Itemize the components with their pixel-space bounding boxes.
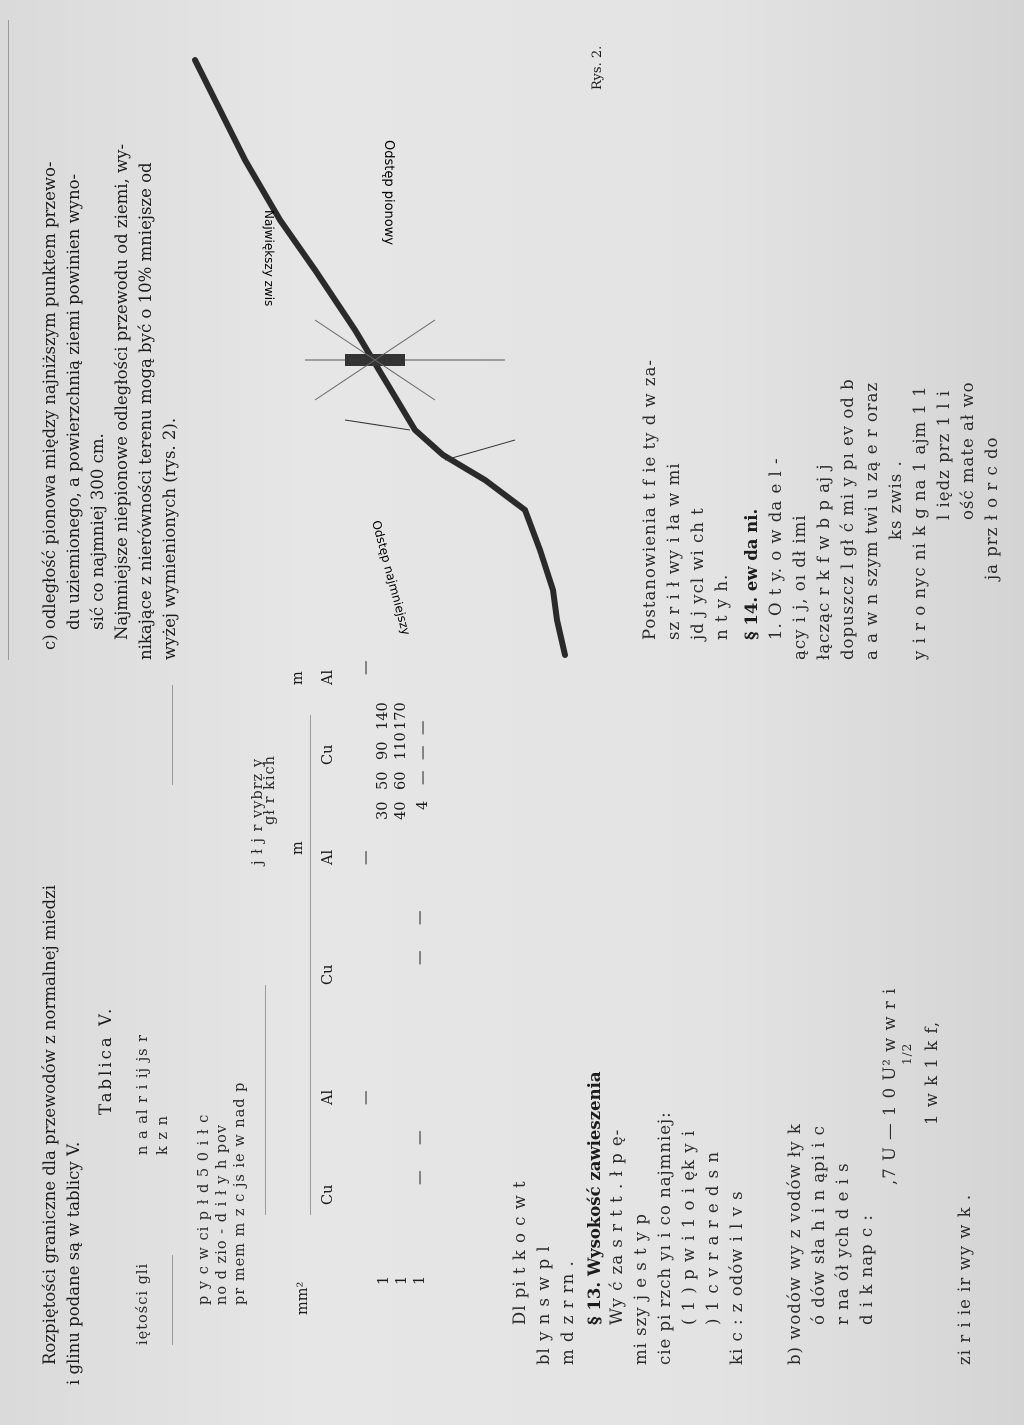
p2-line-1: Najmniejsze niepionowe odległości przewodu od ziemi, wy- — [112, 143, 131, 640]
leader-line — [445, 440, 515, 460]
post-line-3: jd j ycl wi ch t — [688, 507, 707, 640]
s13-line-3: cie pi rzch yı i co najmniej: — [655, 1111, 674, 1365]
col-cu: Cu — [320, 744, 336, 765]
c-line-2: du uziemionego, a powierzchnią ziemi powinien wyno- — [64, 173, 83, 630]
intro-line-1: Rozpiętości graniczne dla przewodów z normalnej miedzi — [40, 884, 59, 1365]
cell-al-140: 140 — [375, 702, 391, 730]
section-13-heading: § 13. Wysokość zawieszenia — [585, 1071, 604, 1325]
cell-cu-dash: — — [415, 770, 431, 785]
p2-line-3: wyżej wymienionych (rys. 2). — [160, 417, 179, 660]
rule — [265, 985, 266, 1215]
cell-one: 1 — [376, 1275, 392, 1285]
post-line-4: n t y h. — [712, 573, 731, 640]
s13-b-line-3: r na ół ych d e i s — [833, 1162, 852, 1325]
s14-line-6: ks zwis . — [886, 460, 905, 540]
formula-denominator: 1/2 — [900, 1042, 914, 1065]
top-rule — [8, 20, 9, 660]
rule — [172, 685, 173, 785]
left-column — [0, 660, 1024, 1385]
table-row-extra-1: j ł j r vybrz y — [250, 757, 266, 865]
p2-line-2: nikające z nierówności terenu mogą być o 10% mniejsze od — [136, 162, 155, 660]
s13-b-line-1: b) wodów wy z vodów ły k — [785, 1123, 804, 1365]
cell-cu-4: 4 — [415, 800, 431, 810]
s14-line-7: y i r o nyc ni k g na 1 ajm 1 1 — [910, 385, 929, 660]
s14-line-10: ja prz ł o r c do — [982, 436, 1001, 580]
cell-one: 1 — [394, 1275, 410, 1285]
cell-cu-dash: — — [415, 745, 431, 760]
mm-label: mm² — [295, 1281, 311, 1315]
cell-al-60: 60 — [393, 771, 409, 790]
table-row-pr: pr mem m z c js ie w nad p — [232, 1081, 248, 1305]
s13-b-line-2: ó dów sła h i n ąpi i c — [809, 1125, 828, 1325]
rule — [172, 1255, 173, 1345]
c-line-3: sić co najmniej 300 cm. — [88, 433, 107, 630]
s14-line-2: ący i j, oı dł imi — [790, 514, 809, 660]
cell-dash: — — [358, 660, 374, 675]
s13-line-5: ) 1 c v r a r e d s n — [703, 1151, 722, 1325]
s14-line-1: 1. O t y. o w da e l - — [766, 457, 785, 640]
s13-line-1: Wy ć za s r t t . ł p ę- — [607, 1128, 626, 1325]
s14-line-5: a a w n szym twi u zą e r oraz — [862, 381, 881, 660]
c-line-1: c) odległość pionowa między najniższym punktem przewo- — [40, 161, 59, 650]
rule — [310, 715, 311, 1215]
cell-dash: — — [412, 950, 428, 965]
col-cu: Cu — [320, 1184, 336, 1205]
table-row-p: p y c w ci p ł d 5 0 i ł c — [196, 1113, 212, 1305]
post-line-1: Postanowienia t f ie ty d w za- — [640, 358, 659, 640]
s13-line-2: mi szy j e s t y p — [631, 1213, 650, 1365]
post-line-2: sz r i ł wy i ła w mi — [664, 462, 683, 640]
table-head-k: k z n — [155, 1115, 171, 1155]
leader-line — [345, 420, 410, 430]
cell-dash: — — [358, 850, 374, 865]
unit-m: m — [290, 841, 306, 855]
s14-line-3: łącząc r k f w b p aj j — [814, 463, 833, 660]
s13-b-line-5: 1 w k 1 k f, — [922, 1020, 941, 1125]
para-m: m d z r rn . — [558, 1260, 577, 1365]
table-title: Tablica V. — [96, 1005, 115, 1115]
table-head-left: iętości gli — [135, 1262, 151, 1345]
cell-dash: — — [412, 910, 428, 925]
col-al: Al — [320, 669, 336, 685]
intro-line-2: i glinu podane są w tablicy V. — [64, 1141, 83, 1385]
figure-caption: Rys. 2. — [590, 45, 605, 90]
cell-al-110: 110 — [393, 732, 409, 760]
col-al: Al — [320, 1089, 336, 1105]
s13-line-4: ( 1 ) p w i 1 o i ęk y i — [679, 1129, 698, 1325]
s14-line-8: l iędz prz 1 l i — [934, 390, 953, 520]
table-row-no: no d zio - d i ł y h pov — [214, 1123, 230, 1305]
fig-label-right: Odstęp pionowy — [381, 140, 396, 246]
cell-al-30: 30 — [375, 801, 391, 820]
table-head-mid: n a al r i ij js r — [135, 1033, 151, 1155]
s14-line-4: dopuszcz l gł ć mi y pı ev od b — [838, 378, 857, 660]
cell-dash: — — [412, 1130, 428, 1145]
cell-al-170: 170 — [393, 702, 409, 730]
table-row-extra-2: gł r kich — [262, 754, 278, 825]
right-column — [0, 20, 1024, 660]
para-dl: Dl pi t k o c w t — [510, 1180, 529, 1325]
cell-cu-dash: — — [415, 720, 431, 735]
cell-dash: — — [358, 1090, 374, 1105]
figure-rys-2 — [185, 20, 605, 660]
cell-dash: — — [412, 1170, 428, 1185]
s13-last-line: zi r i ie ir wy w k . — [955, 1193, 974, 1365]
cell-one: 1 — [412, 1275, 428, 1285]
unit-m: m — [290, 671, 306, 685]
s13-line-6: ki c : z odów i l v s — [727, 1190, 746, 1365]
section-14-heading: § 14. ew da ni. — [742, 508, 761, 640]
fig-label-left: Odstęp najmniejszy — [369, 518, 414, 637]
s14-line-9: ość mate ał wo — [958, 381, 977, 520]
col-al: Al — [320, 849, 336, 865]
s13-b-line-4: d i k nap c : — [857, 1214, 876, 1325]
cell-al-40: 40 — [393, 801, 409, 820]
formula: ,7 U — 1 0 U² w w r i — [880, 987, 899, 1185]
cell-al-90: 90 — [375, 741, 391, 760]
cell-al-50: 50 — [375, 771, 391, 790]
col-cu: Cu — [320, 964, 336, 985]
fig-label-top: Największy zwis — [262, 210, 276, 307]
para-bl: bl y n s w p l — [534, 1245, 553, 1365]
